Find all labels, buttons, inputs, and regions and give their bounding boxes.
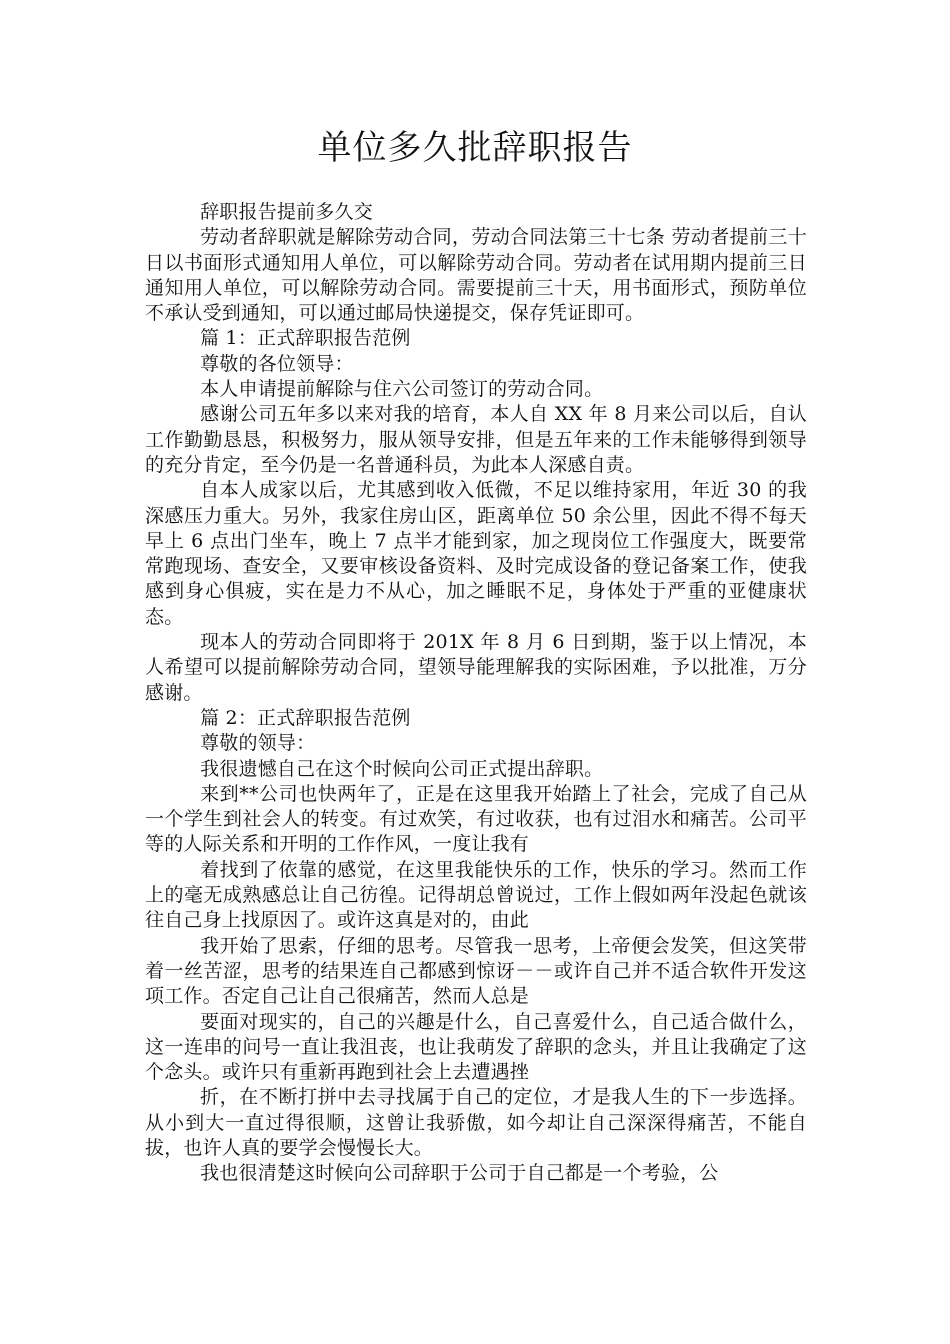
paragraph-sample-1-heading: 篇 1：正式辞职报告范例 [200, 327, 411, 350]
paragraph-labor-law: 劳动者辞职就是解除劳动合同，劳动合同法第三十七条 劳动者提前三十日以书面形式通知用人单位，可以解除劳动合同。劳动者在试用期内提前三日通知用人单位，可以解除劳动合同。需要提前三十天，用书面形式，预防单位不承认受到通知，可以通过邮局快递提交，保存凭证即可。 [145, 226, 807, 325]
paragraph-reasons: 自本人成家以后，尤其感到收入低微，不足以维持家用，年近 30 的我深感压力重大。另外，我家住房山区，距离单位 50 余公里，因此不得不每天早上 6 点出门坐车，晚上 7 点半才能到家，加之现岗位工作强度大，既要常常跑现场、查安全，又要审核设备资料、及时完成设备的登记备案工作，使我感到身心俱疲，实在是力不从心，加之睡眠不足，身体处于严重的亚健康状态。 [145, 479, 807, 628]
paragraph-sample-2-heading: 篇 2：正式辞职报告范例 [200, 706, 411, 729]
document-body [145, 200, 807, 1187]
paragraph-request: 本人申请提前解除与住六公司签订的劳动合同。 [200, 378, 604, 401]
paragraph-regret: 我很遗憾自己在这个时候向公司正式提出辞职。 [200, 757, 604, 780]
paragraph-salutation-1: 尊敬的各位领导： [200, 352, 354, 375]
paragraph-reliance: 着找到了依靠的感觉，在这里我能快乐的工作，快乐的学习。然而工作上的毫无成熟感总让自己彷徨。记得胡总曾说过，工作上假如两年没起色就该往自己身上找原因了。或许这真是对的，由此 [145, 858, 807, 932]
paragraph-reflection: 我开始了思索，仔细的思考。尽管我一思考，上帝便会发笑，但这笑带着一丝苦涩，思考的结果连自己都感到惊讶－－或许自己并不适合软件开发这项工作。否定自己让自己很痛苦，然而人总是 [145, 934, 807, 1008]
paragraph-two-years: 来到**公司也快两年了，正是在这里我开始踏上了社会，完成了自己从一个学生到社会人的转变。有过欢笑，有过收获，也有过泪水和痛苦。公司平等的人际关系和开明的工作作风，一度让我有 [145, 782, 807, 856]
paragraph-test: 我也很清楚这时候向公司辞职于公司于自己都是一个考验，公 [200, 1162, 719, 1185]
paragraph-resignation-notice-heading: 辞职报告提前多久交 [200, 201, 373, 223]
paragraph-gratitude: 感谢公司五年多以来对我的培育，本人自 XX 年 8 月来公司以后，自认工作勤勤恳恳，积极努力，服从领导安排，但是五年来的工作未能够得到领导的充分肯定，至今仍是一名普通科员，为此本人深感自责。 [145, 403, 807, 476]
paragraph-reality: 要面对现实的，自己的兴趣是什么，自己喜爱什么，自己适合做什么，这一连串的问号一直让我沮丧，也让我萌发了辞职的念头，并且让我确定了这个念头。或许只有重新再跑到社会上去遭遇挫 [145, 1010, 807, 1084]
document-title: 单位多久批辞职报告 [317, 128, 633, 168]
paragraph-salutation-2: 尊敬的领导： [200, 732, 316, 755]
paragraph-next-step: 折，在不断打拼中去寻找属于自己的定位，才是我人生的下一步选择。从小到大一直过得很顺，这曾让我骄傲，如今却让自己深深得痛苦，不能自拔，也许人真的要学会慢慢长大。 [145, 1086, 807, 1159]
paragraph-contract-expiry: 现本人的劳动合同即将于 201X 年 8 月 6 日到期，鉴于以上情况，本人希望可以提前解除劳动合同，望领导能理解我的实际困难，予以批准，万分感谢。 [145, 631, 807, 704]
